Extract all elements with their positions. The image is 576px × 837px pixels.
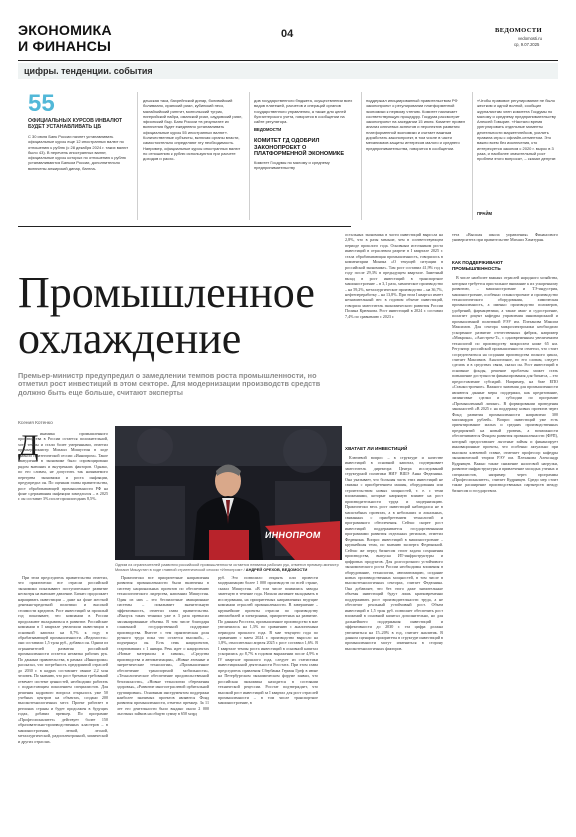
news-divider-4 [472,92,473,220]
article-body-col-4b: Ключевой вопрос – в структуре и качестве инвестиций в основной капитал, подчеркивает заместитель директора Центра исследований структурной политики НИУ ВШЭ Анна Федюнина. Она указывает, что большая часть этих инвестиций не связана с приобретением машин, оборудования или строительством новых мощностей, т. е. с теми вложениями, которые напрямую влияют на рост производительности труда и модернизацию. Практически весь рост инвестиций наблюдался не в масштабных проектах, а в небольших и локальных, связанных с приобретением технологий и программного обеспечения. Сейчас скорее рост инвестиций поддерживается государственными программами развития отдельных регионов, отметил Федюнина. Вопрос инвестиций в машиностроение – крупнейшая тема, по мнению эксперта Федюниной. Сейчас же перед бизнесом стоит задача сохранения производства, выпуска ИТ-инфраструктуры и цифровых продуктов. Для долгосрочного устойчивого экономического роста России необходимы вложения в оборудование, технологии, автоматизацию, создание новых производственных мощностей, в том числе в высокотехнологичных секторах, считает Федюнина. Она добавляет, что без этого даже значительные объемы инвестиций будут лишь кратковременно поддерживать рост производительности труда, а не обеспечат реальный устойчивый рост. Объем инвестиций в 1,5 трлн руб. позволяет обеспечить рост вложений в основной капитал дополнительно, но для дальнейшего поддержания инвестиций и эффективности до 2030 г. эта цифра должна увеличиться на 15–20% в год, считает аналитик. В данном сценарии приоритеты в структуре инвестиций в промышленности могут измениться в сторону высокотехнологичных факторов. [345,455,443,651]
news-col-1: С 30 июля Банк России начнет устанавливать официальные курсы еще 12 иностранных валют по отношению к рублю (с 28 декабря 2024 г. таких валют было 43). В перечень иностранных валют, официальные курсы которых по отношению к рублю устанавливаются Банком России, дополнительно включены алжирский динар, бангла- [28,134,129,171]
article-body-col-1: При этом председатель правительства отметил, что практически все отрасли российской экономики показывают поступательное развитие несмотря на внешнее давление. Бизнес продолжает наращивать инвестиции – даже на фоне жесткой денежно-кредитной политики и высокой стоимости кредитов. Рост инвестиций за прошлый год показывает, что компании в России продолжают вкладываться в развитие. Российские компании в I квартале увеличили инвестиции в основной капитал на 8,7% к году в обрабатывающей промышленности. «Ведомости»: они составили 1,5 трлн руб., добавил он. Одним из ограничителей развития российской промышленности остается нехватка рабочих рук. По данным правительства, в рамках «Иннопрома» рассказал, что потребность предприятий отраслей до 2030 г. в кадрах составляет свыше 2,2 млн человек. По мнению, что рост бремени требований отвечает системе ценностей, необходимо работать с подрастающим поколением специалистов. Для решения кадрового вопроса открылось уже 50 учебных центров на объектах, создано 200 высокотехнологичных мест. Проект работает в регионах страны и будет продолжен в будущих годах, добавил премьер. По программе «Профессионалитет» действует более 150 образовательно-производственных кластеров – в машиностроении, легкой, лесной, металлургической, радиоэлектронной, химической и других отраслях. [18,575,108,744]
news-divider-3 [361,92,362,220]
section-title-line1: ЭКОНОМИКА [18,23,112,39]
article-body-col-4-text: остальных экономика в части инвестиций выросла на 2,8%, что в разы меньше, чем в соответствующем периоде прошлого года. Основным источником роста инвестиций в отраслевом разрезе в I квартале 2025 г. стала обрабатывающая промышленность, говорилось в комментарии Минэка «О текущей ситуации в российской экономике». Там рост составил 41,9% год к году после 29,3% в предыдущем квартале. Заметный вклад в рост инвестиций в транспортное машиностроение – в 3,1 раза, химическое производство – на 59,2%, металлургическое производство – на 36,7%, нефтепереработку – на 13,8%. При этом I квартал имеет незначительный вес в годовом объеме инвестиций, говорила заместитель экономического развития России Полина Крючкова. Рост инвестиций в 2024 г. составил 7,4% по сравнению с 2023 г. [345,232,443,319]
photo-caption-text: Одним из ограничителей развития российской промышленности остается нехватка рабочих рук, отметил премьер-министр Михаил Мишустин в ходе главной стратегической сессии «Иннопром» / [115,562,339,572]
stat-caption: ОФИЦИАЛЬНЫХ КУРСОВ ИНВАЛЮТ БУДЕТ УСТАНАВЛИВАТЬ ЦБ [28,118,123,131]
subhead-support: КАК ПОДДЕРЖИВАЮТ ПРОМЫШЛЕННОСТЬ [452,260,503,271]
news-col-3-tail: Комитет Госдумы по малому и среднему предпринимательству [254,159,330,170]
photo-credit: АНДРЕЙ ОРЕХОВ, ВЕДОМОСТИ [245,567,308,572]
article-body-col-4 [345,232,443,827]
news-headline-platform: КОМИТЕТ ГД ОДОБРИЛ ЗАКОНОПРОЕКТ О ПЛАТФОРМЕННОЙ ЭКОНОМИКЕ [254,138,345,157]
strip-bottom-rule [18,226,351,227]
news-divider-1 [137,92,138,220]
brand-logo: ВЕДОМОСТИ [495,27,542,34]
article-body-col-5b: В числе наиболее важных отраслей народного хозяйства, которым требуется пристальное внимание к их ускоренному развитию, – машиностроение и ТЭ-индустрия, машиностроение, особенно станкостроение и производство технологического оборудования, химическая промышленность, а именно производство полимеров, удобрений, фармацевтики, а также авиа- и судостроение, полагает доцент кафедры управления инновационной и промышленной политикой РЭУ им. Плеханова Максим Максимов. Для сектора микроэлектроники необходимо ускоренное развитие отечественных фабрик, например «Микрона», «Ангстрем-Т», с одновременным увеличением технологий по производству микросхем ниже 65 нм. Регулятор российской промышленности отметил, что стоит сосредоточиться на создании производства полного цикла, считает Максимов. Аналогичное, по его словам, следует сделать и в средствах связи, сказал он. Рост инвестиций в основные фонды, решение проблемы может стать повышение доступности финансирования для бизнеса, – это предоставление субсидий. Например, на базе ЕПО «Станкостроение». Важного значения для промышленности являются данные меры поддержки, как кредитование, лизинговые сделки и субсидии по программе «Промышленный лизинг». В формировании проведения законностей «В 2025 г. на поддержку новых проектов через Фонд развития промышленности направлено 300 миллиардов рублей». Вопрос инвестиций уже есть ориентирование малых и средних производственных предприятий на новый уровень, а возможности обеспечиваются Фондом развития промышленности (ФРП), который предоставляет льготные займы и финансирует инновационные проекты, что особенно актуально при высоком ключевой ставке, отмечает профессор кафедры экономической теории РЭУ им. Плеханова Александр Кудрявцев. Важно также снижение налоговой нагрузки, развитие инфраструктуры и привлечение молодых ученых и специалистов, например через программы «Профессионалитет», считает Кудрявцев. Среди мер стоит также расширение производственных партнерств между бизнесом и государством. [452,275,558,493]
photo-caption [115,562,342,572]
article-body-col-5 [452,232,558,827]
article-title-line1: Промышленное [18,268,315,317]
article-lead: Премьер-министр предупредил о замедлении темпов роста промышленности, но отметил рост инвестиций в этом секторе. Для модернизации производств средств должно быть еще больше, считают эксперты [18,371,321,397]
news-col-5: «Чтобы правовое регулирование не было жестким и одной волной, сообщил журналистам член комитета Госдумы по малому и среднему предпринимательству Алексей Говырин. «Настало время урегулировать отдельные моменты деятельности маркетплейсов, усилить правила игры с офлайн-сегментом. Это важно всем без исключения, кто интересуется законом с 2020 г. вырос в 3 раза, и наиболее значительный рост проблем этого вопроса», – сказал депутат. [477,98,557,162]
news-divider-2 [249,92,250,220]
photo-sponsor-text: ИННОПРОМ [264,530,322,540]
section-title-line2: И ФИНАНСЫ [18,38,112,55]
article-title [18,270,315,362]
big-number: 55 [28,90,55,117]
news-col-3 [254,98,356,220]
article-body-col-2: Практически все приоритетные направления развития промышленности были включены в систему национальных проектов по обеспечению технологического лидерства, напомнил Мишустин. Один из них – это беспилотные авиационные системы – показывает значительную эффективность, отметил глава правительства. «Выпуск таких техники уже в 3 раза превысил запланированные объемы. В том числе благодаря слаженной государственной поддержке производства. Вместе с тем практическая доля ручного труда пока что остается высокой», – подчеркнул он. Есть семь нацпроектов, стартовавших с 1 января. Речь идет о нацпроектах «Новые материалы и химия», «Средства производства и автоматизации», «Новые атомные и энергетические технологии», «Промышленное обеспечение транспортной мобильности», «Технологическое обеспечение продовольственной безопасности», «Новые технологии сбережения здоровья», «Развитие многоотраслевой орбитальной группировки». Основным инструментом поддержки наиболее значимых проектов являются Фонд развития промышленности, отметил премьер. За 11 лет его деятельности было выдано около 2 000 льготных займов на общую сумму в 650 млрд [117,575,209,717]
article-body-col-3: руб. Это позволило открыть или провести модернизацию более 1 000 производств по всей стране, сказал Мишустин. «В том числе появились заводы заметную в течение года. Начали активнее вкладывать в исследования, на приоритетных направлениях ведущие компании отраслей промышленности. В завершение – крупнейшие проекты отрасли по производству автомобилей и электроники, приоритетных на развитие. По данным Росстата, промышленное производство в мае увеличилось на 1,3% по сравнению с аналогичным периодом прошлого года. В мае текущего года по сравнению с маем 2024 г. производство выросло на 1,8%, относительно апреля 2025 г. рост составил 1,6%. В I квартале темпы роста инвестиций в основной капитал ускорились до 8,7% в годовом выражении после 4,9% в IV квартале прошлого года, следует из статистики инвестиционной деятельности Росстата. При этом глава председатель правления Сбербанка Герман Греф в июне на Петербургском экономическом форуме заявил, что российская экономика находится в состоянии технической рецессии. Росстат подтверждает, что высокий рост инвестиций за I квартал для рост отраслей промышленности – в том числе транспортное машиностроение, в [218,575,318,706]
news-col-5-source: ПРАЙМ [477,211,492,216]
header-rule [18,60,558,61]
news-col-2: дешская така, бахрейнский динар, боливийский боливиано, иранский риал, кубинский песо, малайзийский ринггит, монгольский тугрик, нигерийский найра, оманский риал, саудовский риял, эфиопский быр. Банк России «в результате их включения будет ежедневно устанавливать официальные курсы 55 иностранных валют». Количественные субъекты, включая органы власти, самостоятельно определяют эту необходимость. Например, официальные курсы иностранных валют по отношению к рублю используются при расчете доходов и расхо- [143,98,243,162]
news-col-3-source: ВЕДОМОСТИ [254,127,282,132]
dropcap: Д [18,429,39,462]
page-number: 04 [281,28,294,40]
article-body-col-5-text: тета «Высшая школа управления» Финансового университета при правительстве Михаил Хачатурян. [452,232,558,243]
article-author: Ксения Котенко [18,421,53,426]
rubric-label: цифры. тенденции. события [24,66,153,76]
article-intro: инамика промышленного производства в России остается положительной, хотя темпы и стали более умеренными, отметил премьер-министр Михаил Мишустин в ходе главной стратегической сессии «Иннопром». Такое замедление в экономике было спровоцировано рядом внешних и внутренних факторов. Однако, по его словам, не допустить так называемого перегрева экономики и роста инфляции, предупредил он. По оценкам главы правительства, рост обрабатывающей промышленности РФ на фоне сдерживания инфляции замедлился – в 2025 г. он составит 3% после прошлогодних 8,5%. [18,431,108,502]
issue-date: ср, 9.07.2025 [514,42,540,47]
subhead-investments: ХВАТАЕТ ЛИ ИНВЕСТИЦИЙ [345,446,408,451]
article-photo [115,426,342,560]
site-url: vedomosti.ru [518,36,542,41]
article-title-line2: охлаждение [18,314,242,363]
news-col-4: поддержал инициированный правительством РФ законопроект о регулировании платформенной экономики к первому чтению. Комитет назначает соответствующую процедуру. Госдума рассмотрит законопроект на заседании 15 июля. Комитет провел анализ ключевых аспектов и перспектив развития платформенной экономики и считает важным доработать законопроект, в том числе в части механизмов защиты интересов малого и среднего предпринимательства, говорится в сообщении. [366,98,466,151]
news-col-3-text: дов государственного бюджета, осуществлении всех видов платежей, расчетов и операций органов государственного управления, а также для целей бухгалтерского учета, говорится в сообщении на сайте регулятора. [254,98,353,125]
section-title [18,24,112,55]
